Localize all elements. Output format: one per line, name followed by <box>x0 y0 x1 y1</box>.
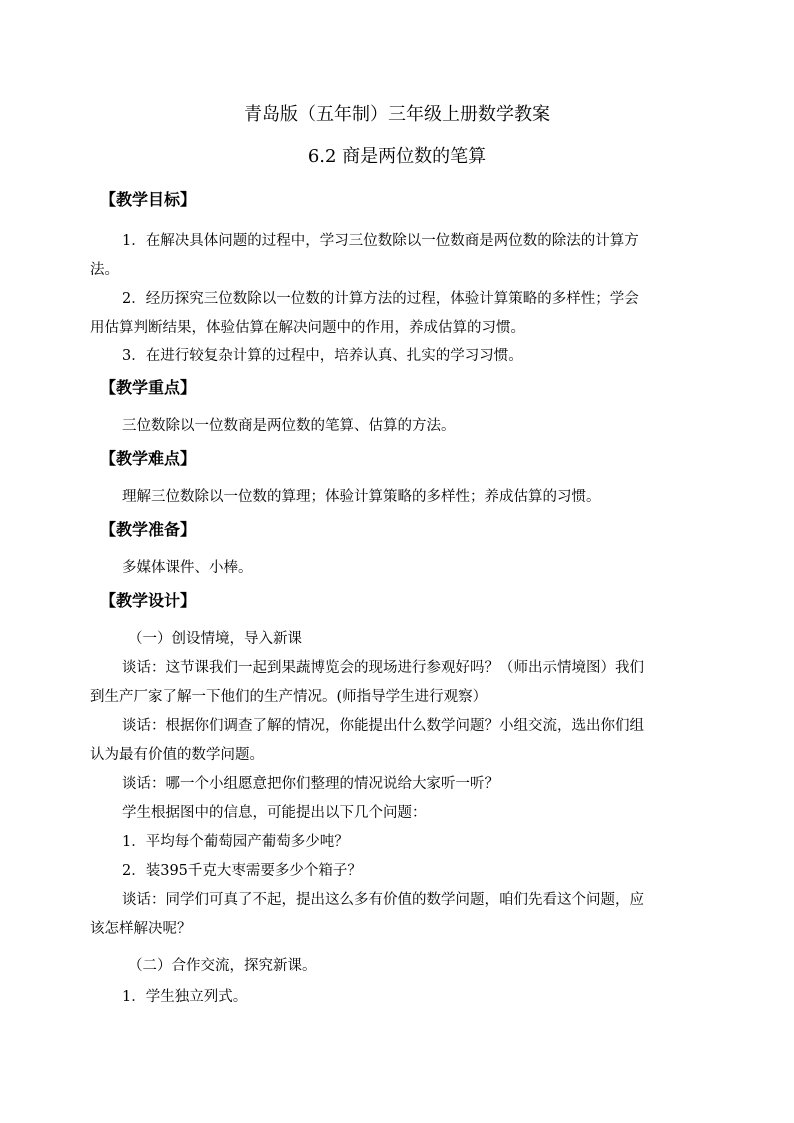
objective-item-1-cont: 法。 <box>90 262 119 278</box>
preparation-heading: 【教学准备】 <box>100 520 197 539</box>
key-points-heading: 【教学重点】 <box>100 378 197 397</box>
design-step-1-heading: （一）创设情境，导入新课 <box>128 631 302 647</box>
design-line: 谈话：根据你们调查了解的情况，你能提出什么数学问题？小组交流，选出你们组 <box>122 718 644 734</box>
question-item-2: 2．装395千克大枣需要多少个箱子？ <box>122 863 362 879</box>
objectives-heading: 【教学目标】 <box>100 190 197 209</box>
objective-item-2: 2．经历探究三位数除以一位数的计算方法的过程，体验计算策略的多样性；学会 <box>122 291 639 307</box>
lesson-subtitle: 6.2 商是两位数的笔算 <box>307 146 487 167</box>
question-item-1: 1．平均每个葡萄园产葡萄多少吨？ <box>122 834 349 850</box>
difficulties-text: 理解三位数除以一位数的算理；体验计算策略的多样性；养成估算的习惯。 <box>122 489 601 505</box>
design-step-2-heading: （二）合作交流，探究新课。 <box>128 958 317 974</box>
document-title: 青岛版（五年制）三年级上册数学教案 <box>244 104 550 125</box>
design-line: 认为最有价值的数学问题。 <box>90 747 264 763</box>
design-line: 到生产厂家了解一下他们的生产情况。(师指导学生进行观察） <box>90 689 488 705</box>
objective-item-3: 3．在进行较复杂计算的过程中，培养认真、扎实的学习习惯。 <box>122 348 523 364</box>
preparation-text: 多媒体课件、小棒。 <box>122 560 253 576</box>
objective-item-1: 1．在解决具体问题的过程中，学习三位数除以一位数商是两位数的除法的计算方 <box>122 233 639 249</box>
design-line: 该怎样解决呢？ <box>90 921 192 937</box>
design-line: 谈话：同学们可真了不起，提出这么多有价值的数学问题，咱们先看这个问题，应 <box>122 892 644 908</box>
difficulties-heading: 【教学难点】 <box>100 449 197 468</box>
design-line: 1．学生独立列式。 <box>122 989 248 1005</box>
design-line: 谈话：这节课我们一起到果蔬博览会的现场进行参观好吗？（师出示情境图）我们 <box>122 660 644 676</box>
objective-item-2-cont: 用估算判断结果，体验估算在解决问题中的作用，养成估算的习惯。 <box>90 320 525 336</box>
design-line: 谈话：哪一个小组愿意把你们整理的情况说给大家听一听？ <box>122 776 499 792</box>
design-heading: 【教学设计】 <box>100 591 197 610</box>
design-line: 学生根据图中的信息，可能提出以下几个问题： <box>122 805 427 821</box>
key-points-text: 三位数除以一位数商是两位数的笔算、估算的方法。 <box>122 418 456 434</box>
